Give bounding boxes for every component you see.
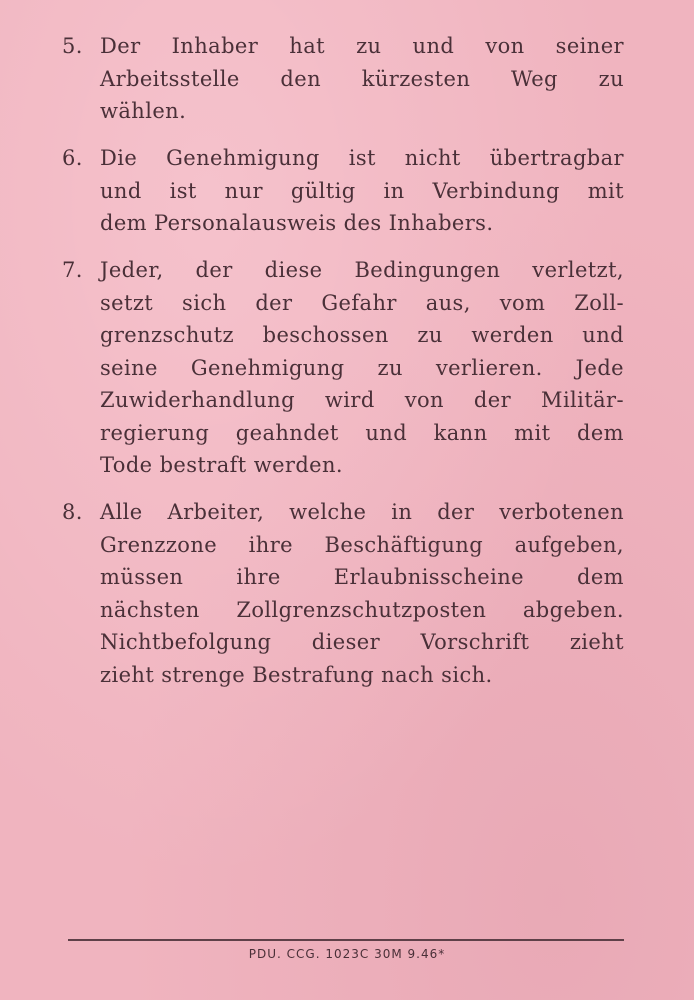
clause-number: 6. [62, 146, 83, 170]
clause-5 [62, 30, 624, 128]
clause-line: nächsten Zollgrenzschutzposten abgeben. [100, 597, 624, 622]
clause-line: Die Genehmigung ist nicht übertragbar [100, 146, 624, 170]
clause-number: 7. [62, 258, 83, 282]
clause-line: wählen. [100, 99, 187, 123]
clause-line: Tode bestraft werden. [100, 453, 344, 477]
clause-7 [62, 254, 624, 482]
print-code-footer: PDU. CCG. 1023C 30M 9.46* [248, 947, 446, 961]
clause-line: seine Genehmigung zu verlieren. Jede [100, 355, 624, 380]
clause-line: Nichtbefolgung dieser Vorschrift zieht [100, 630, 624, 654]
clause-number: 8. [62, 500, 83, 524]
clause-line: dem Personalausweis des Inhabers. [100, 211, 494, 235]
clause-line: grenzschutz beschossen zu werden und [100, 323, 624, 347]
clause-line: Jeder, der diese Bedingungen verletzt, [100, 258, 624, 282]
clause-line: Grenzzone ihre Beschäftigung aufgeben, [100, 532, 624, 557]
clause-line: zieht strenge Bestrafung nach sich. [100, 662, 493, 687]
clause-number: 5. [62, 34, 83, 58]
clause-line: und ist nur gültig in Verbindung mit [100, 178, 624, 203]
clause-line: müssen ihre Erlaubnisscheine dem [100, 565, 624, 589]
clause-line: Arbeitsstelle den kürzesten Weg zu [100, 66, 624, 91]
clause-line: Zuwiderhandlung wird von der Militär- [100, 388, 624, 412]
clause-line: Alle Arbeiter, welche in der verbotenen [100, 500, 624, 524]
clause-line: regierung geahndet und kann mit dem [100, 420, 624, 445]
clause-6 [62, 142, 624, 240]
clause-line: Der Inhaber hat zu und von seiner [100, 34, 624, 58]
footer-divider [68, 939, 624, 941]
clause-8 [62, 496, 624, 691]
clause-line: setzt sich der Gefahr aus, vom Zoll- [100, 290, 624, 315]
